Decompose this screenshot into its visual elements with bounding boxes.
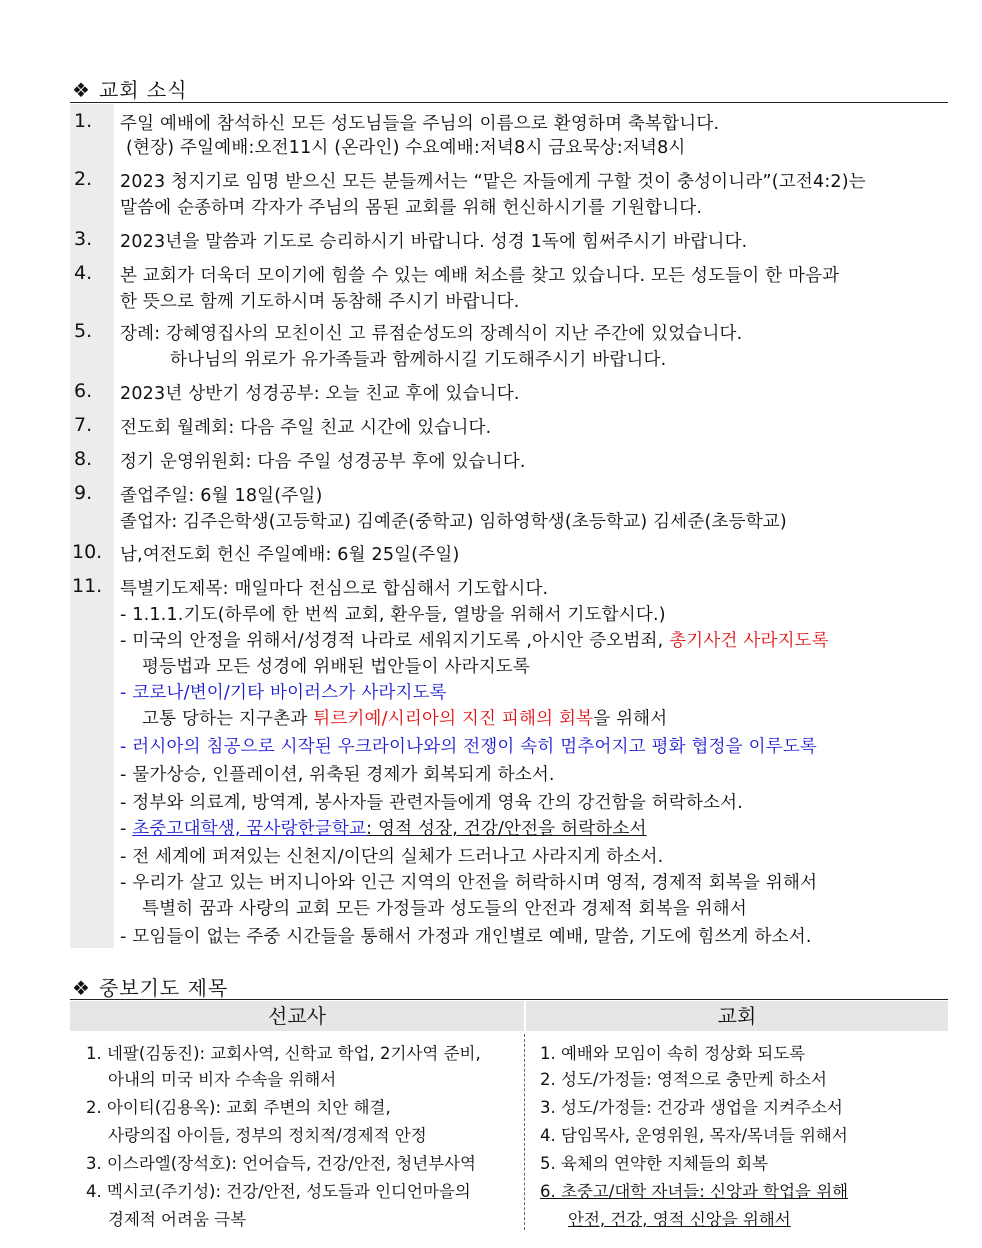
item-number: 3. — [74, 228, 93, 250]
missionary-item: 2. 아이티(김용옥): 교회 주변의 치안 해결, — [86, 1098, 391, 1117]
prayer-text: : 영적 성장, 건강/안전을 허락하소서 — [366, 819, 647, 839]
church-item: 2. 성도/가정들: 영적으로 충만케 하소서 — [540, 1070, 827, 1089]
church-item: 5. 육체의 연약한 지체들의 회복 — [540, 1154, 768, 1173]
prayer-line: - 모임들이 없는 주중 시간들을 통해서 가정과 개인별로 예배, 말씀, 기도에 힘쓰게 하소서. — [120, 927, 812, 947]
prayer-line: - 정부와 의료계, 방역계, 봉사자들 관련자들에게 영육 간의 강건함을 허락하소서. — [120, 793, 744, 813]
item-number: 11. — [72, 575, 103, 597]
missionary-item: 4. 멕시코(주기성): 건강/안전, 성도들과 인디언마을의 — [86, 1182, 471, 1201]
item-line: 2023 청지기로 임명 받으신 모든 분들께서는 “맡은 자들에게 구할 것이 충성이니라”(고전4:2)는 — [120, 172, 866, 192]
item-number: 4. — [74, 262, 93, 284]
prayer-line: - 전 세계에 퍼져있는 신천지/이단의 실체가 드러나고 사라지게 하소서. — [120, 847, 664, 867]
missionary-item: 아내의 미국 비자 수속을 위해서 — [108, 1070, 337, 1089]
prayer-text: 을 위해서 — [593, 709, 668, 729]
prayer-text: - 미국의 안정을 위해서/성경적 나라로 세워지기도록 ,아시안 증오범죄, — [120, 631, 670, 651]
diamond-bullet-icon: ❖ — [72, 976, 91, 1000]
item-line: (현장) 주일예배:오전11시 (온라인) 수요예배:저녁8시 금요묵상:저녁8시 — [126, 138, 686, 158]
item-line: 2023년 상반기 성경공부: 오늘 친교 후에 있습니다. — [120, 384, 520, 404]
missionary-item: 사랑의집 아이들, 정부의 정치적/경제적 안정 — [108, 1126, 427, 1145]
diamond-bullet-icon: ❖ — [72, 78, 91, 102]
item-line: 말씀에 순종하며 각자가 주님의 몸된 교회를 위해 헌신하시기를 기원합니다. — [120, 198, 703, 218]
prayer-text: - — [120, 819, 133, 839]
item-line: 본 교회가 더욱더 모이기에 힘쓸 수 있는 예배 처소를 찾고 있습니다. 모든 성도들이 한 마음과 — [120, 266, 840, 286]
item-number: 2. — [74, 168, 93, 190]
item-number: 5. — [74, 320, 93, 342]
item-line: 장례: 강혜영집사의 모친이신 고 류점순성도의 장례식이 지난 주간에 있었습니다. — [120, 324, 743, 344]
news-divider — [70, 102, 948, 103]
prayer-line: 특별히 꿈과 사랑의 교회 모든 가정들과 성도들의 안전과 경제적 회복을 위해서 — [142, 899, 747, 919]
church-item: 안전, 건강, 영적 신앙을 위해서 — [568, 1210, 791, 1229]
column-divider — [524, 1034, 525, 1230]
news-section-title — [72, 74, 188, 103]
church-item: 1. 예배와 모임이 속히 정상화 되도록 — [540, 1044, 806, 1063]
prayer-line — [120, 815, 647, 840]
prayer-line: - 물가상승, 인플레이션, 위축된 경제가 회복되게 하소서. — [120, 765, 555, 785]
item-number: 8. — [74, 448, 93, 470]
prayer-line — [142, 705, 667, 730]
item-number: 10. — [72, 541, 103, 563]
item-number: 1. — [74, 110, 93, 132]
prayer-highlight-blue: 초중고대학생, 꿈사랑한글학교 — [132, 819, 367, 839]
item-line: 전도회 월례회: 다음 주일 친교 시간에 있습니다. — [120, 418, 492, 438]
missionary-item: 3. 이스라엘(장석호): 언어습득, 건강/안전, 청년부사역 — [86, 1154, 476, 1173]
item-line: 졸업주일: 6월 18일(주일) — [120, 486, 323, 506]
church-item: 4. 담임목사, 운영위원, 목자/목녀들 위해서 — [540, 1126, 848, 1145]
item-line: 졸업자: 김주은학생(고등학교) 김예준(중학교) 임하영학생(초등학교) 김세준(초등학교) — [120, 512, 787, 532]
intercession-divider — [70, 999, 948, 1000]
church-item: 3. 성도/가정들: 건강과 생업을 지켜주소서 — [540, 1098, 843, 1117]
item-number: 6. — [74, 380, 93, 402]
prayer-text: 고통 당하는 지구촌과 — [142, 709, 314, 729]
missionary-item: 1. 네팔(김동진): 교회사역, 신학교 학업, 2기사역 준비, — [86, 1044, 481, 1063]
item-line: 한 뜻으로 함께 기도하시며 동참해 주시기 바랍니다. — [120, 292, 520, 312]
item-number: 7. — [74, 414, 93, 436]
item-line: 남,여전도회 헌신 주일예배: 6월 25일(주일) — [120, 545, 460, 565]
item-number: 9. — [74, 482, 93, 504]
prayer-line — [120, 627, 829, 652]
prayer-highlight-red: 튀르키예/시리아의 지진 피해의 회복 — [313, 709, 594, 729]
intercession-title-text: 중보기도 제목 — [98, 976, 229, 1000]
prayer-line: 평등법과 모든 성경에 위배된 법안들이 사라지도록 — [142, 657, 531, 677]
item-line: 특별기도제목: 매일마다 전심으로 합심해서 기도합시다. — [120, 579, 549, 599]
item-line: 주일 예배에 참석하신 모든 성도님들을 주님의 이름으로 환영하며 축복합니다. — [120, 114, 720, 134]
church-item: 6. 초중고/대학 자녀들: 신앙과 학업을 위해 — [540, 1182, 849, 1201]
church-column-header: 교회 — [526, 1001, 948, 1031]
prayer-line: - 코로나/변이/기타 바이러스가 사라지도록 — [120, 683, 447, 703]
prayer-line: - 러시아의 침공으로 시작된 우크라이나와의 전쟁이 속히 멈추어지고 평화 협정을 이루도록 — [120, 737, 818, 757]
prayer-line: - 1.1.1.기도(하루에 한 번씩 교회, 환우들, 열방을 위해서 기도합시다.) — [120, 605, 666, 625]
prayer-line: - 우리가 살고 있는 버지니아와 인근 지역의 안전을 허락하시며 영적, 경제적 회복을 위해서 — [120, 873, 818, 893]
item-line: 2023년을 말씀과 기도로 승리하시기 바랍니다. 성경 1독에 힘써주시기 바랍니다. — [120, 232, 748, 252]
news-title-text: 교회 소식 — [98, 78, 188, 102]
intercession-section-title — [72, 972, 228, 1001]
item-line: 하나님의 위로가 유가족들과 함께하시길 기도해주시기 바랍니다. — [170, 350, 667, 370]
prayer-highlight-red: 총기사건 사라지도록 — [669, 631, 829, 651]
missionary-item: 경제적 어려움 극복 — [108, 1210, 247, 1229]
item-line: 정기 운영위원회: 다음 주일 성경공부 후에 있습니다. — [120, 452, 526, 472]
missionary-column-header: 선교사 — [70, 1001, 524, 1031]
